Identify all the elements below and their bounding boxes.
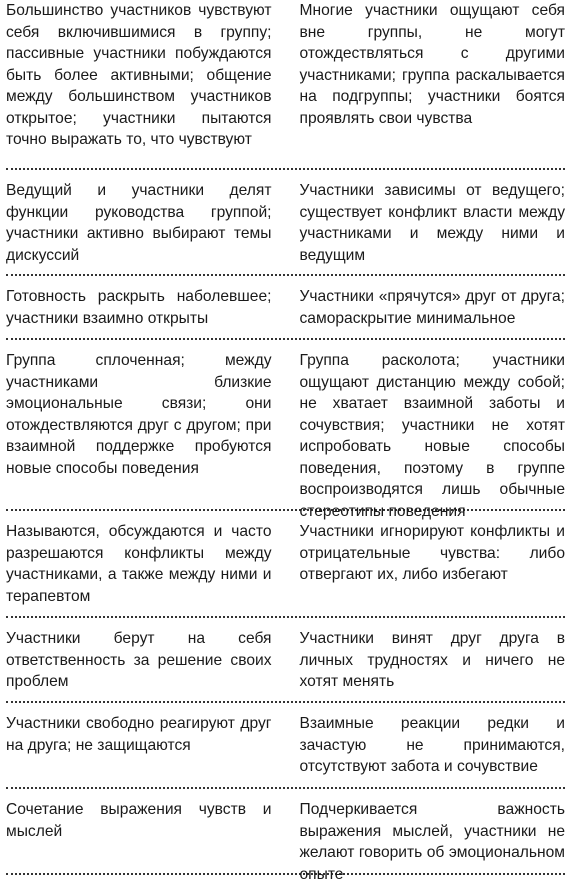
right-cell: Группа расколота; участники ощущают дистанцию между собой; не хватает взаимной заботы и сочувствия; участники не хотят испробовать новые способы поведения, поэтому в группе воспроизводятся лишь обычные стереотипы поведения <box>299 352 565 520</box>
table-row <box>6 789 565 883</box>
table-row <box>6 170 565 276</box>
table-row <box>6 511 565 618</box>
left-cell: Называются, обсуждаются и часто разрешаются конфликты между участниками, а также между ними и терапевтом <box>6 523 272 605</box>
right-cell: Взаимные реакции редки и зачастую не принимаются, отсутствуют забота и сочувствие <box>299 715 565 775</box>
right-cell: Участники зависимы от ведущего; существует конфликт власти между участниками и между ними и ведущим <box>299 182 565 264</box>
table-row <box>6 703 565 789</box>
left-cell: Участники берут на себя ответственность за решение своих проблем <box>6 630 272 690</box>
left-cell: Большинство участников чувствуют себя включившимися в группу; пассивные участники побуждаются быть более активными; общение между большинством участников открытое; участники пытаются точно выражать то, что чувствуют <box>6 2 272 148</box>
table-row <box>6 276 565 340</box>
left-cell: Группа сплоченная; между участниками близкие эмоциональные связи; они отождествляются друг с другом; при взаимной поддержке пробуются новые способы поведения <box>6 352 272 477</box>
table-row <box>6 340 565 520</box>
left-cell: Готовность раскрыть наболевшее; участники взаимно открыты <box>6 288 272 327</box>
right-cell: Подчеркивается важность выражения мыслей, участники не желают говорить об эмоциональном опыте <box>299 801 565 883</box>
left-cell: Участники свободно реагируют друг на друга; не защищаются <box>6 715 272 754</box>
right-cell: Участники «прячутся» друг от друга; самораскрытие минимальное <box>299 288 565 327</box>
right-cell: Многие участники ощущают себя вне группы, не могут отождествляться с другими участниками; группа раскалывается на подгруппы; участники боятся проявлять свои чувства <box>299 2 565 127</box>
table-row <box>6 0 565 170</box>
right-cell: Участники игнорируют конфликты и отрицательные чувства: либо отвергают их, либо избегают <box>299 523 565 583</box>
right-cell: Участники винят друг друга в личных трудностях и ничего не хотят менять <box>299 630 565 690</box>
table-row <box>6 618 565 703</box>
left-cell: Сочетание выражения чувств и мыслей <box>6 801 272 840</box>
left-cell: Ведущий и участники делят функции руководства группой; участники активно выбирают темы дискуссий <box>6 182 272 264</box>
